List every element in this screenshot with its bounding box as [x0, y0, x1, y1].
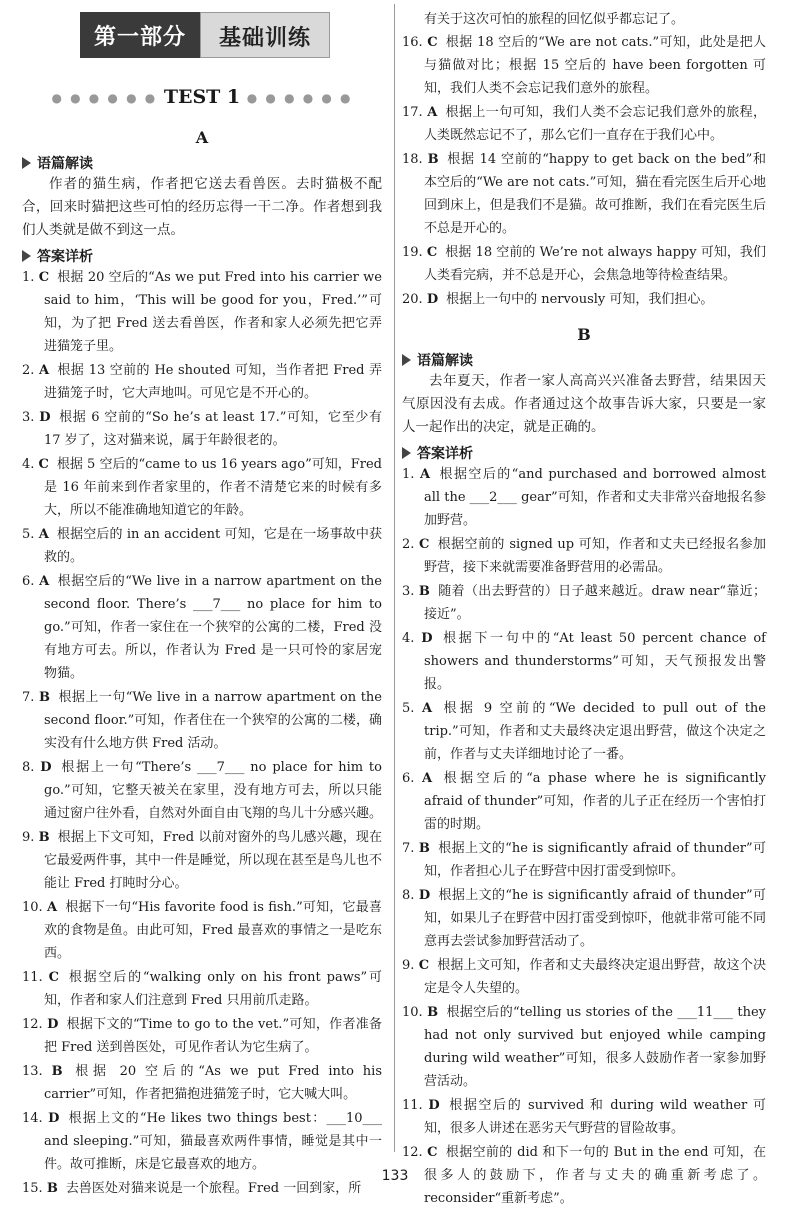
section-banner [80, 12, 330, 58]
answer-explanation: 根据下一句中的“At least 50 percent chance of showers and thunderstorms”可知，天气预报发出警报。 [424, 631, 766, 692]
answer-number: 10. [402, 1005, 423, 1020]
answer-choice: A [422, 771, 433, 786]
answer-number: 15. [22, 1181, 43, 1196]
answer-item [402, 884, 766, 953]
answer-choice: B [418, 841, 430, 856]
arrow-icon [22, 157, 31, 169]
answer-number: 12. [22, 1017, 43, 1032]
answer-explanation: 根据 13 空前的 He shouted 可知，当作者把 Fred 弄进猫笼子时，它大声地叫。可见它是不开心的。 [44, 363, 382, 401]
answer-explanation: 根据 18 空后的“We are not cats.”可知，此处是把人与猫做对比；根据 15 空后的 have been forgotten 可知，我们人类不会忘记我们意外的旅程。 [424, 35, 766, 96]
answer-choice: C [418, 958, 430, 973]
summary-text-b: 去年夏天，作者一家人高高兴兴准备去野营，结果因天气原因没有去成。作者通过这个故事告诉大家，只要是一家人一起作出的决定，就是正确的。 [402, 373, 766, 435]
answer-number: 6. [22, 574, 35, 589]
answer-item [402, 533, 766, 579]
answer-explanation: 根据上文的“he is significantly afraid of thunder”可知，如果儿子在野营中因打雷受到惊吓，他就非常可能不同意再去尝试参加野营活动了。 [424, 888, 767, 949]
answer-number: 10. [22, 900, 43, 915]
answer-number: 7. [402, 841, 415, 856]
answer-item [22, 1060, 382, 1106]
answer-explanation: 根据空后的 in an accident 可知，它是在一场事故中获救的。 [44, 527, 382, 565]
answer-number: 5. [402, 701, 415, 716]
page-number: 133 [381, 1168, 409, 1184]
test-title-text: TEST 1 [163, 86, 241, 108]
answer-item [22, 406, 382, 452]
answer-choice: D [48, 1111, 60, 1126]
answer-item [402, 697, 766, 766]
answer-item [402, 837, 766, 883]
answer-number: 6. [402, 771, 415, 786]
answer-choice: B [427, 152, 439, 167]
answer-choice: A [38, 527, 49, 542]
answer-number: 5. [22, 527, 35, 542]
answer-item [22, 1107, 382, 1176]
answer-list-a-continued [402, 31, 766, 311]
answer-explanation: 根据 20 空后的“As we put Fred into his carrier”可知，作者把猫抱进猫笼子时，它大喊大叫。 [44, 1064, 382, 1102]
answer-choice: C [427, 35, 438, 50]
answer-explanation: 根据空后的 survived 和 during wild weather 可知，很多人讲述在恶劣天气野营的冒险故事。 [424, 1098, 766, 1136]
section-letter-b: B [577, 325, 591, 344]
answer-item [22, 896, 382, 965]
answers-heading: 答案详析 [22, 246, 382, 266]
answer-item [22, 266, 382, 358]
answer-item [22, 756, 382, 825]
answer-number: 4. [22, 457, 35, 472]
answer-number: 20. [402, 292, 423, 307]
summary-heading: 语篇解读 [22, 153, 382, 173]
continued-text: 有关于这次可怕的旅程的回忆似乎都忘记了。 [424, 12, 685, 27]
answer-choice: B [427, 1005, 439, 1020]
answer-explanation: 根据空后的“telling us stories of the ___11___ they had not only survived but enjoyed while camping during wild weather”可知，很多人鼓励作者一家参加野营活动。 [424, 1005, 766, 1089]
answer-item [402, 767, 766, 836]
answer-number: 16. [402, 35, 423, 50]
answer-choice: A [38, 363, 50, 378]
answer-number: 2. [402, 537, 415, 552]
answer-explanation: 随着（出去野营的）日子越来越近。draw near“靠近；接近”。 [424, 584, 766, 622]
answer-choice: C [48, 970, 59, 985]
answer-item [402, 1001, 766, 1093]
answer-number: 14. [22, 1111, 43, 1126]
answer-choice: D [421, 631, 433, 646]
answer-explanation: 根据上一句“We live in a narrow apartment on the second floor.”可知，作者住在一个狭窄的公寓的二楼，确实没有什么地方供 Fred 活动。 [44, 690, 382, 751]
answer-item [22, 966, 382, 1012]
answer-number: 1. [402, 467, 415, 482]
answer-explanation: 根据下文的“Time to go to the vet.”可知，作者准备把 Fred 送到兽医处，可见作者认为它生病了。 [44, 1017, 382, 1055]
answer-choice: A [419, 467, 431, 482]
answer-explanation: 根据上文可知，作者和丈夫最终决定退出野营，故这个决定是令人失望的。 [424, 958, 766, 996]
answer-item [22, 523, 382, 569]
answers-heading-b: 答案详析 [402, 443, 766, 463]
answer-choice: A [421, 701, 433, 716]
answer-explanation: 根据空前的 did 和下一句的 But in the end 可知，在很多人的鼓励下，作者与丈夫的确重新考虑了。reconsider“重新考虑”。 [424, 1145, 766, 1206]
decorative-dots-left: ● ● ● ● ● ● [51, 91, 158, 105]
answer-choice: C [418, 537, 430, 552]
answer-explanation: 根据下一句“His favorite food is fish.”可知，它最喜欢的食物是鱼。由此可知，Fred 最喜欢的事情之一是吃东西。 [44, 900, 382, 961]
answer-explanation: 根据上文的“He likes two things best：___10___ and sleeping.”可知，猫最喜欢两件事情，睡觉是其中一件。故可推断，床是它最喜欢的地方。 [44, 1111, 383, 1172]
column-divider [394, 4, 395, 1152]
answer-explanation: 根据 14 空前的“happy to get back on the bed”和本空后的“We are not cats.”可知，猫在看完医生后开心地回到床上，但是我们不是猫。故可推断，我们在看完医生后不总是开心的。 [424, 152, 766, 236]
answer-number: 8. [22, 760, 35, 775]
answer-item [22, 453, 382, 522]
test-title [22, 86, 382, 108]
answer-choice: A [47, 900, 58, 915]
arrow-icon [402, 447, 411, 459]
answer-choice: B [46, 1181, 58, 1196]
answer-item [402, 627, 766, 696]
answer-number: 18. [402, 152, 423, 167]
answer-item [402, 101, 766, 147]
banner-title: 基础训练 [200, 12, 330, 58]
decorative-dots-right: ● ● ● ● ● ● [246, 91, 353, 105]
answer-list-a [22, 266, 382, 1200]
section-letter-a: A [195, 128, 209, 147]
answer-choice: D [39, 410, 51, 425]
answer-explanation: 根据上下文可知，Fred 以前对窗外的鸟儿感兴趣，现在它最爱两件事，其中一件是睡觉，所以现在甚至是鸟儿也不能让 Fred 打盹时分心。 [44, 830, 383, 891]
answer-choice: C [38, 270, 50, 285]
answer-choice: C [426, 245, 438, 260]
answer-number: 3. [402, 584, 415, 599]
banner-part-label: 第一部分 [80, 12, 200, 58]
answer-choice: A [39, 574, 50, 589]
answer-number: 1. [22, 270, 35, 285]
answer-explanation: 根据上一句中的 nervously 可知，我们担心。 [446, 292, 714, 307]
answer-explanation: 根据空前的 signed up 可知，作者和丈夫已经报名参加野营，接下来就需要准备野营用的必需品。 [424, 537, 766, 575]
answer-number: 7. [22, 690, 35, 705]
answer-explanation: 根据空后的“walking only on his front paws”可知，作者和家人们注意到 Fred 只用前爪走路。 [44, 970, 382, 1008]
answer-number: 12. [402, 1145, 423, 1160]
answer-explanation: 根据 5 空后的“came to us 16 years ago”可知，Fred 是 16 年前来到作者家里的，作者不清楚它来的时候有多大，所以不能准确地知道它的年龄。 [44, 457, 382, 518]
answer-number: 4. [402, 631, 415, 646]
answer-list-b [402, 463, 766, 1210]
answer-choice: B [38, 830, 50, 845]
answer-item [402, 580, 766, 626]
answer-explanation: 根据空后的“a phase where he is significantly afraid of thunder”可知，作者的儿子正在经历一个害怕打雷的时期。 [424, 771, 766, 832]
arrow-icon [22, 250, 31, 262]
answer-number: 2. [22, 363, 35, 378]
arrow-icon [402, 354, 411, 366]
answer-number: 9. [402, 958, 415, 973]
summary-text: 作者的猫生病，作者把它送去看兽医。去时猫极不配合，回来时猫把这些可怕的经历忘得一干二净。作者想到我们人类就是做不到这一点。 [22, 176, 382, 238]
answer-explanation: 根据空后的“We live in a narrow apartment on the second floor. There’s ___7___ no place for him to go.”可知，作者一家住在一个狭窄的公寓的二楼，Fred 没有地方可去。所以，作者认为 Fred 是一只可怜的家居宠物猫。 [44, 574, 382, 681]
answer-explanation: 根据 6 空前的“So he’s at least 17.”可知，它至少有 17 岁了，这对猫来说，属于年龄很老的。 [44, 410, 382, 448]
answer-item [402, 31, 766, 100]
answer-choice: B [51, 1064, 63, 1079]
answer-explanation: 根据 20 空后的“As we put Fred into his carrier we said to him，‘This will be good for you，Fred.’”可知，为了把 Fred 送去看兽医，作者和家人必须先把它弄进猫笼子里。 [44, 270, 382, 354]
answer-number: 13. [22, 1064, 43, 1079]
answer-explanation: 根据上文的“he is significantly afraid of thunder”可知，作者担心儿子在野营中因打雷受到惊吓。 [424, 841, 766, 879]
answer-item [22, 359, 382, 405]
answer-explanation: 根据 9 空前的“We decided to pull out of the trip.”可知，作者和丈夫最终决定退出野营，做这个决定之前，作者与丈夫详细地讨论了一番。 [424, 701, 766, 762]
answer-choice: D [418, 888, 431, 903]
answer-choice: B [39, 690, 50, 705]
answer-item [402, 463, 766, 532]
answer-choice: D [428, 1098, 440, 1113]
answer-explanation: 根据空后的“and purchased and borrowed almost all the ___2___ gear”可知，作者和丈夫非常兴奋地报名参加野营。 [424, 467, 766, 528]
answer-item [22, 686, 382, 755]
answer-number: 17. [402, 105, 423, 120]
answer-number: 8. [402, 888, 415, 903]
summary-heading-b: 语篇解读 [402, 350, 766, 370]
answer-explanation: 根据上一句“There’s ___7___ no place for him to go.”可知，它整天被关在家里，没有地方可去，所以只能通过窗户往外看，自然对外面自由飞翔的鸟儿十分感兴趣。 [44, 760, 383, 821]
answer-item [402, 288, 766, 311]
answer-explanation: 去兽医处对猫来说是一个旅程。Fred 一回到家，所 [65, 1181, 362, 1196]
answer-item [402, 148, 766, 240]
answer-explanation: 根据 18 空前的 We’re not always happy 可知，我们人类看完病，并不总是开心，会焦急地等待检查结果。 [424, 245, 766, 283]
answer-item [402, 1094, 766, 1140]
answer-choice: C [427, 1145, 438, 1160]
answer-item [22, 570, 382, 685]
answer-number: 9. [22, 830, 35, 845]
answer-number: 11. [22, 970, 43, 985]
answer-choice: C [38, 457, 49, 472]
answer-explanation: 根据上一句可知，我们人类不会忘记我们意外的旅程，人类既然忘记不了，那么它们一直存在于我们心中。 [424, 105, 766, 143]
answer-number: 3. [22, 410, 35, 425]
answer-choice: D [47, 1017, 59, 1032]
answer-choice: D [426, 292, 439, 307]
answer-choice: D [40, 760, 52, 775]
answer-choice: B [418, 584, 430, 599]
answer-number: 11. [402, 1098, 423, 1113]
answer-item [22, 826, 382, 895]
answer-number: 19. [402, 245, 423, 260]
answer-item [402, 241, 766, 287]
answer-choice: A [427, 105, 438, 120]
answer-item [402, 954, 766, 1000]
answer-item [22, 1013, 382, 1059]
